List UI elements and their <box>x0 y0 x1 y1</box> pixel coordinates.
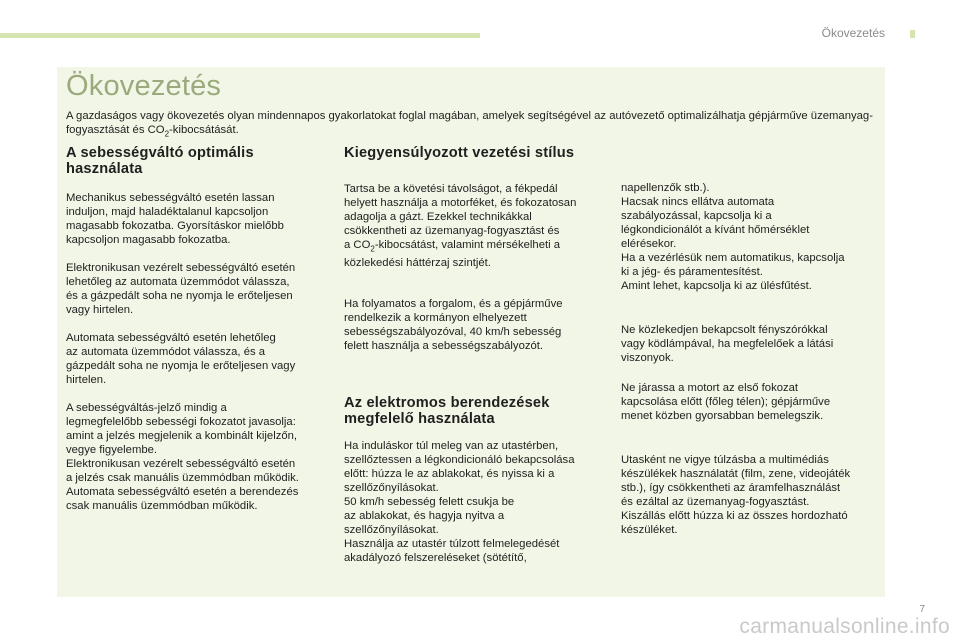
paragraph-following-part1: Tartsa be a követési távolságot, a fékpedál helyett használja a motorféket, és fokozatosan adagolja a gázt. Ezekkel technikákkal csökkentheti az üzemanyag-fogyasztást és a CO <box>344 183 577 251</box>
paragraph-following-distance <box>344 182 606 270</box>
page-number: 7 <box>919 604 925 615</box>
paragraph-cruise-control: Ha folyamatos a forgalom, és a gépjárműve rendelkezik a kormányon elhelyezett sebességszabályozóval, 40 km/h sebesség felett használja a sebességszabályozót. <box>344 298 563 353</box>
paragraph-following-part2: -kibocsátást, valamint mérsékelheti a közlekedési háttérzaj szintjét. <box>344 239 561 270</box>
page-title: Ökovezetés <box>66 70 222 102</box>
paragraph-automatic-gearbox: Automata sebességváltó esetén lehetőleg az automata üzemmódot válassza, és a gázpedált soha ne nyomja le erőteljesen vagy hirtelen. <box>66 332 296 386</box>
heading-gearbox: A sebességváltó optimális használata <box>66 145 254 177</box>
paragraph-engine-warmup: Ne járassa a motort az első fokozat kapcsolása előtt (főleg télen); gépjárműve menet közben gyorsabban bemelegszik. <box>621 382 831 422</box>
heading-driving-style: Kiegyensúlyozott vezetési stílus <box>344 145 575 161</box>
intro-part2: -kibocsátását. <box>169 124 239 136</box>
intro-text <box>66 109 881 141</box>
paragraph-ventilation: Ha induláskor túl meleg van az utastérben, szellőztessen a légkondicionáló bekapcsolása előtt: húzza le az ablakokat, és nyissa ki a szellőzőnyílásokat. 50 km/h sebesség felett csukja be az ablakokat, és hagyja nyitva a szellőzőnyílásokat. Használja az utastér túlzott felmelegedését akadályozó felszereléseket (sötétítő, <box>344 440 575 565</box>
intro-subscript: 2 <box>164 129 170 139</box>
paragraph-air-conditioning: napellenzők stb.). Hacsak nincs ellátva automata szabályozással, kapcsolja ki a légkondicionálót a kívánt hőmérséklet elérésekor. Ha a vezérlésük nem automatikus, kapcsolja ki a jég- és páramentesítést. Amint lehet, kapcsolja ki az ülésfűtést. <box>621 182 845 292</box>
column-continuation <box>621 181 881 537</box>
header-marker <box>910 30 915 38</box>
column-driving-style <box>344 145 606 565</box>
intro-part1: A gazdaságos vagy ökovezetés olyan mindennapos gyakorlatokat foglal magában, amelyek segítségével az autóvezető optimalizálhatja gépjárműve üzemanyag-fogyasztását és CO <box>66 110 873 136</box>
paragraph-following-subscript: 2 <box>370 244 375 254</box>
paragraph-manual-gearbox: Mechanikus sebességváltó esetén lassan induljon, majd haladéktalanul kapcsoljon magasabb fokozatba. Gyorsításkor mielőbb kapcsoljon magasabb fokozatba. <box>66 192 284 246</box>
section-header: Ökovezetés <box>821 26 885 40</box>
paragraph-electronic-gearbox: Elektronikusan vezérelt sebességváltó esetén lehetőleg az automata üzemmódot válassza, és a gázpedált soha ne nyomja le erőteljesen vagy hirtelen. <box>66 262 296 316</box>
watermark-text: carmanualsonline.info <box>739 615 950 638</box>
paragraph-gear-indicator: A sebességváltás-jelző mindig a legmegfelelőbb sebességi fokozatot javasolja: amint a jelzés megjelenik a kombinált kijelzőn, vegye figyelembe. Elektronikusan vezérelt sebességváltó esetén a jelzés csak manuális üzemmódban működik. Automata sebességváltó esetén a berendezés csak manuális üzemmódban működik. <box>66 402 299 512</box>
paragraph-multimedia: Utasként ne vigye túlzásba a multimédiás készülékek használatát (film, zene, videojáték stb.), így csökkentheti az áramfelhasználást és ezáltal az üzemanyag-fogyasztást. Kiszállás előtt húzza ki az összes hordozható készüléket. <box>621 454 851 536</box>
column-gearbox <box>66 145 328 513</box>
paragraph-headlights: Ne közlekedjen bekapcsolt fényszórókkal vagy ködlámpával, ha megfelelőek a látási viszonyok. <box>621 324 834 364</box>
header-accent-bar <box>0 33 480 38</box>
heading-electrical-equipment: Az elektromos berendezések megfelelő használata <box>344 395 550 428</box>
